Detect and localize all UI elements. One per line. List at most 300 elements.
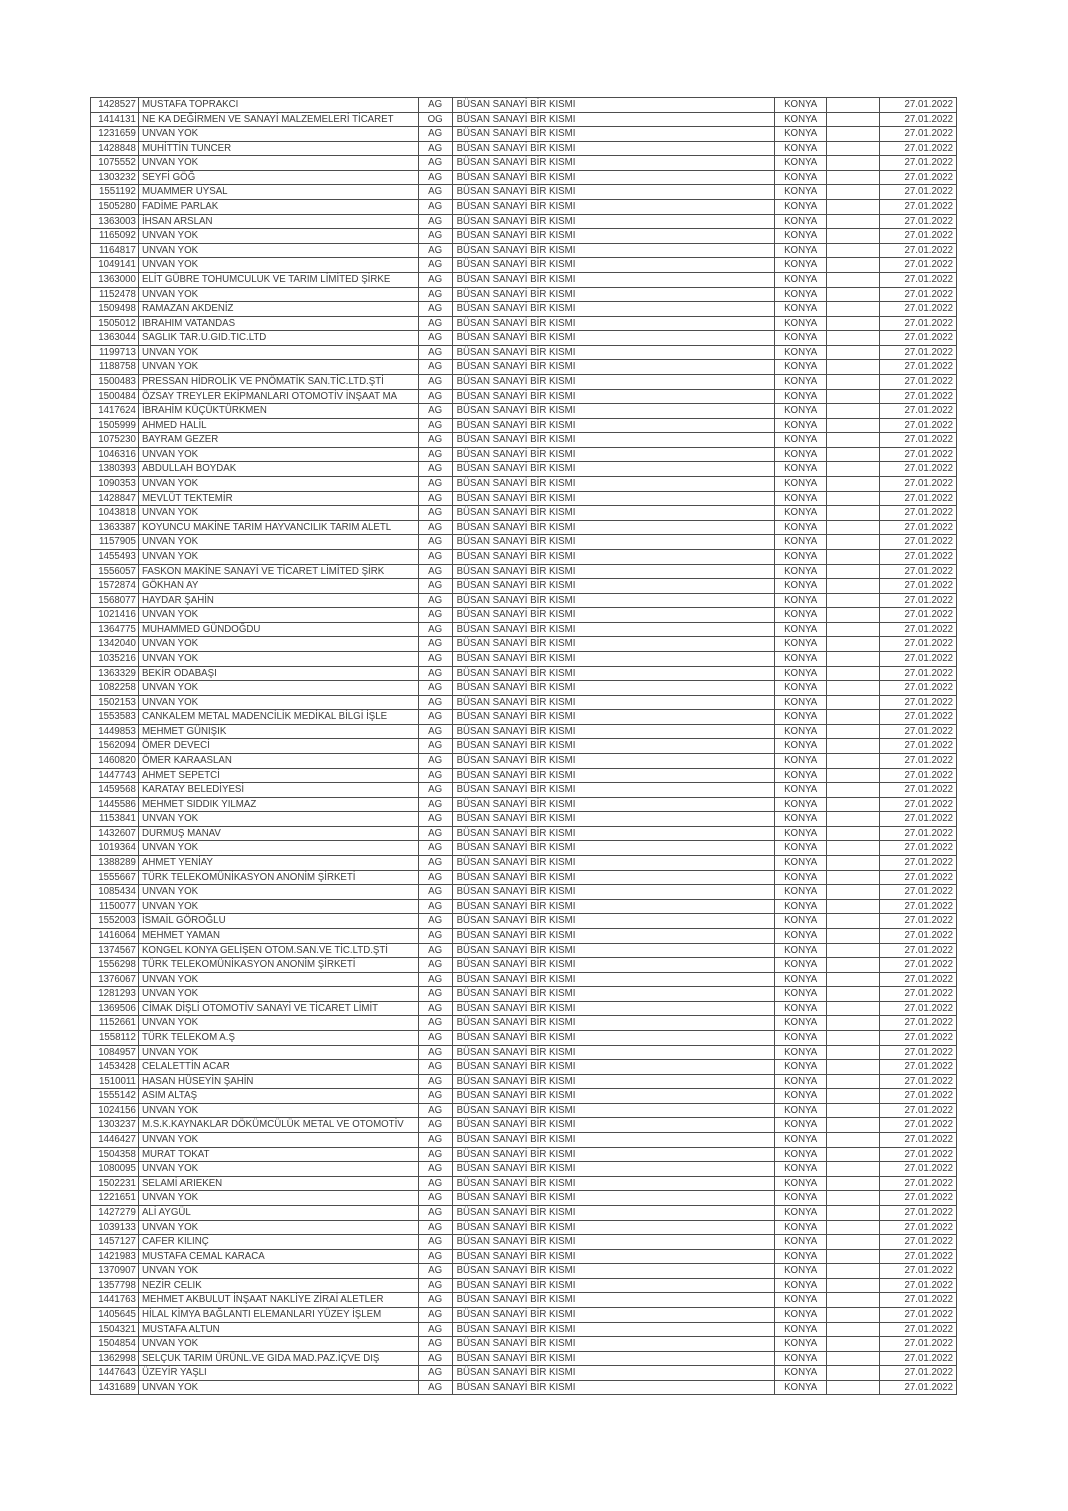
date-cell: 27.01.2022 — [880, 1308, 957, 1322]
blank-cell — [827, 506, 880, 520]
facility-cell: BÜSAN SANAYİ BİR KISMI — [453, 404, 776, 418]
blank-cell — [827, 550, 880, 564]
name-cell: ASIM ALTAŞ — [139, 1089, 419, 1103]
name-cell: UNVAN YOK — [139, 448, 419, 462]
date-cell: 27.01.2022 — [880, 1016, 957, 1030]
city-cell: KONYA — [775, 229, 827, 243]
blank-cell — [827, 652, 880, 666]
registration-no-cell: 1510011 — [91, 1075, 139, 1089]
name-cell: UNVAN YOK — [139, 637, 419, 651]
blank-cell — [827, 273, 880, 287]
voltage-code-cell: AG — [419, 754, 453, 768]
voltage-code-cell: AG — [419, 710, 453, 724]
date-cell: 27.01.2022 — [880, 1118, 957, 1132]
registration-no-cell: 1090353 — [91, 477, 139, 491]
voltage-code-cell: AG — [419, 1221, 453, 1235]
date-cell: 27.01.2022 — [880, 973, 957, 987]
blank-cell — [827, 944, 880, 958]
city-cell: KONYA — [775, 1133, 827, 1147]
name-cell: RAMAZAN AKDENİZ — [139, 302, 419, 316]
blank-cell — [827, 433, 880, 447]
registration-no-cell: 1446427 — [91, 1133, 139, 1147]
voltage-code-cell: AG — [419, 1031, 453, 1045]
registration-no-cell: 1460820 — [91, 754, 139, 768]
blank-cell — [827, 1191, 880, 1205]
name-cell: UNVAN YOK — [139, 973, 419, 987]
registration-no-cell: 1552003 — [91, 914, 139, 928]
registration-no-cell: 1374567 — [91, 944, 139, 958]
date-cell: 27.01.2022 — [880, 681, 957, 695]
city-cell: KONYA — [775, 637, 827, 651]
table-row — [91, 1133, 957, 1148]
date-cell: 27.01.2022 — [880, 1104, 957, 1118]
voltage-code-cell: AG — [419, 1191, 453, 1205]
registration-no-cell: 1363387 — [91, 521, 139, 535]
table-row — [91, 696, 957, 711]
date-cell: 27.01.2022 — [880, 492, 957, 506]
voltage-code-cell: AG — [419, 827, 453, 841]
table-row — [91, 346, 957, 361]
date-cell: 27.01.2022 — [880, 900, 957, 914]
registration-no-cell: 1024156 — [91, 1104, 139, 1118]
table-row — [91, 229, 957, 244]
voltage-code-cell: AG — [419, 1148, 453, 1162]
table-row — [91, 798, 957, 813]
facility-cell: BÜSAN SANAYİ BİR KISMI — [453, 1381, 776, 1395]
city-cell: KONYA — [775, 696, 827, 710]
blank-cell — [827, 1177, 880, 1191]
city-cell: KONYA — [775, 973, 827, 987]
facility-cell: BÜSAN SANAYİ BİR KISMI — [453, 579, 776, 593]
blank-cell — [827, 1031, 880, 1045]
name-cell: MUSTAFA ALTUN — [139, 1323, 419, 1337]
blank-cell — [827, 1206, 880, 1220]
facility-cell: BÜSAN SANAYİ BİR KISMI — [453, 1075, 776, 1089]
date-cell: 27.01.2022 — [880, 1206, 957, 1220]
date-cell: 27.01.2022 — [880, 1075, 957, 1089]
voltage-code-cell: AG — [419, 565, 453, 579]
name-cell: UNVAN YOK — [139, 506, 419, 520]
blank-cell — [827, 914, 880, 928]
name-cell: MEHMET SIDDIK YILMAZ — [139, 798, 419, 812]
voltage-code-cell: AG — [419, 360, 453, 374]
name-cell: KOYUNCU MAKİNE TARIM HAYVANCILIK TARIM ALETL — [139, 521, 419, 535]
blank-cell — [827, 1308, 880, 1322]
date-cell: 27.01.2022 — [880, 346, 957, 360]
name-cell: MUHAMMED GÜNDOĞDU — [139, 623, 419, 637]
registration-no-cell: 1556298 — [91, 958, 139, 972]
date-cell: 27.01.2022 — [880, 754, 957, 768]
date-cell: 27.01.2022 — [880, 623, 957, 637]
name-cell: BEKİR ODABAŞI — [139, 667, 419, 681]
table-row — [91, 448, 957, 463]
voltage-code-cell: AG — [419, 900, 453, 914]
blank-cell — [827, 637, 880, 651]
date-cell: 27.01.2022 — [880, 812, 957, 826]
name-cell: UNVAN YOK — [139, 1162, 419, 1176]
voltage-code-cell: AG — [419, 244, 453, 258]
date-cell: 27.01.2022 — [880, 987, 957, 1001]
blank-cell — [827, 171, 880, 185]
blank-cell — [827, 302, 880, 316]
blank-cell — [827, 1323, 880, 1337]
table-row — [91, 827, 957, 842]
voltage-code-cell: AG — [419, 958, 453, 972]
date-cell: 27.01.2022 — [880, 594, 957, 608]
table-row — [91, 608, 957, 623]
date-cell: 27.01.2022 — [880, 1133, 957, 1147]
name-cell: SELAMİ ARIEKEN — [139, 1177, 419, 1191]
registration-no-cell: 1509498 — [91, 302, 139, 316]
blank-cell — [827, 812, 880, 826]
date-cell: 27.01.2022 — [880, 652, 957, 666]
table-row — [91, 462, 957, 477]
registration-no-cell: 1428848 — [91, 142, 139, 156]
date-cell: 27.01.2022 — [880, 958, 957, 972]
table-row — [91, 1002, 957, 1017]
date-cell: 27.01.2022 — [880, 215, 957, 229]
date-cell: 27.01.2022 — [880, 696, 957, 710]
name-cell: UNVAN YOK — [139, 1381, 419, 1395]
name-cell: UNVAN YOK — [139, 346, 419, 360]
name-cell: HASAN HÜSEYİN ŞAHİN — [139, 1075, 419, 1089]
date-cell: 27.01.2022 — [880, 769, 957, 783]
voltage-code-cell: AG — [419, 594, 453, 608]
facility-cell: BÜSAN SANAYİ BİR KISMI — [453, 783, 776, 797]
city-cell: KONYA — [775, 1308, 827, 1322]
city-cell: KONYA — [775, 156, 827, 170]
blank-cell — [827, 929, 880, 943]
table-row — [91, 885, 957, 900]
table-row — [91, 535, 957, 550]
registration-no-cell: 1572874 — [91, 579, 139, 593]
name-cell: AHMED HALİL — [139, 419, 419, 433]
city-cell: KONYA — [775, 725, 827, 739]
registration-no-cell: 1369506 — [91, 1002, 139, 1016]
voltage-code-cell: AG — [419, 579, 453, 593]
name-cell: UNVAN YOK — [139, 1046, 419, 1060]
name-cell: ÖMER DEVECİ — [139, 739, 419, 753]
facility-cell: BÜSAN SANAYİ BİR KISMI — [453, 973, 776, 987]
table-row — [91, 1323, 957, 1338]
city-cell: KONYA — [775, 1366, 827, 1380]
voltage-code-cell: AG — [419, 652, 453, 666]
city-cell: KONYA — [775, 1016, 827, 1030]
name-cell: ALİ AYGÜL — [139, 1206, 419, 1220]
date-cell: 27.01.2022 — [880, 360, 957, 374]
name-cell: CANKALEM METAL MADENCİLİK MEDİKAL BİLGİ İŞLE — [139, 710, 419, 724]
date-cell: 27.01.2022 — [880, 244, 957, 258]
date-cell: 27.01.2022 — [880, 1293, 957, 1307]
name-cell: SEYFİ GÖĞ — [139, 171, 419, 185]
facility-cell: BÜSAN SANAYİ BİR KISMI — [453, 987, 776, 1001]
city-cell: KONYA — [775, 1162, 827, 1176]
registration-no-cell: 1380393 — [91, 462, 139, 476]
registration-no-cell: 1388289 — [91, 856, 139, 870]
name-cell: UNVAN YOK — [139, 900, 419, 914]
name-cell: UNVAN YOK — [139, 360, 419, 374]
name-cell: MEHMET YAMAN — [139, 929, 419, 943]
city-cell: KONYA — [775, 1046, 827, 1060]
city-cell: KONYA — [775, 1250, 827, 1264]
city-cell: KONYA — [775, 1148, 827, 1162]
facility-cell: BÜSAN SANAYİ BİR KISMI — [453, 1104, 776, 1118]
blank-cell — [827, 1075, 880, 1089]
blank-cell — [827, 390, 880, 404]
blank-cell — [827, 856, 880, 870]
table-row — [91, 1250, 957, 1265]
city-cell: KONYA — [775, 1323, 827, 1337]
city-cell: KONYA — [775, 1075, 827, 1089]
registry-table — [90, 97, 957, 1395]
voltage-code-cell: AG — [419, 331, 453, 345]
city-cell: KONYA — [775, 1002, 827, 1016]
voltage-code-cell: AG — [419, 623, 453, 637]
blank-cell — [827, 710, 880, 724]
blank-cell — [827, 200, 880, 214]
registration-no-cell: 1502153 — [91, 696, 139, 710]
table-row — [91, 623, 957, 638]
blank-cell — [827, 1016, 880, 1030]
name-cell: FADİME PARLAK — [139, 200, 419, 214]
date-cell: 27.01.2022 — [880, 156, 957, 170]
blank-cell — [827, 900, 880, 914]
date-cell: 27.01.2022 — [880, 1381, 957, 1395]
facility-cell: BÜSAN SANAYİ BİR KISMI — [453, 1206, 776, 1220]
facility-cell: BÜSAN SANAYİ BİR KISMI — [453, 1133, 776, 1147]
date-cell: 27.01.2022 — [880, 535, 957, 549]
blank-cell — [827, 331, 880, 345]
registration-no-cell: 1432607 — [91, 827, 139, 841]
table-row — [91, 215, 957, 230]
voltage-code-cell: AG — [419, 215, 453, 229]
table-row — [91, 433, 957, 448]
registration-no-cell: 1043818 — [91, 506, 139, 520]
name-cell: AHMET SEPETCİ — [139, 769, 419, 783]
city-cell: KONYA — [775, 987, 827, 1001]
table-row — [91, 667, 957, 682]
table-row — [91, 185, 957, 200]
facility-cell: BÜSAN SANAYİ BİR KISMI — [453, 1148, 776, 1162]
name-cell: İSMAİL GÖROĞLU — [139, 914, 419, 928]
date-cell: 27.01.2022 — [880, 637, 957, 651]
facility-cell: BÜSAN SANAYİ BİR KISMI — [453, 302, 776, 316]
facility-cell: BÜSAN SANAYİ BİR KISMI — [453, 1235, 776, 1249]
blank-cell — [827, 1104, 880, 1118]
date-cell: 27.01.2022 — [880, 1002, 957, 1016]
facility-cell: BÜSAN SANAYİ BİR KISMI — [453, 1293, 776, 1307]
name-cell: UNVAN YOK — [139, 696, 419, 710]
registration-no-cell: 1376067 — [91, 973, 139, 987]
name-cell: SELÇUK TARIM ÜRÜNL.VE GIDA MAD.PAZ.İÇVE DIŞ — [139, 1352, 419, 1366]
facility-cell: BÜSAN SANAYİ BİR KISMI — [453, 550, 776, 564]
facility-cell: BÜSAN SANAYİ BİR KISMI — [453, 1002, 776, 1016]
date-cell: 27.01.2022 — [880, 783, 957, 797]
name-cell: MEHMET AKBULUT İNŞAAT NAKLİYE ZİRAİ ALETLER — [139, 1293, 419, 1307]
table-row — [91, 900, 957, 915]
table-row — [91, 360, 957, 375]
name-cell: CELALETTİN ACAR — [139, 1060, 419, 1074]
registration-no-cell: 1152661 — [91, 1016, 139, 1030]
voltage-code-cell: AG — [419, 725, 453, 739]
date-cell: 27.01.2022 — [880, 171, 957, 185]
facility-cell: BÜSAN SANAYİ BİR KISMI — [453, 448, 776, 462]
voltage-code-cell: AG — [419, 273, 453, 287]
registration-no-cell: 1342040 — [91, 637, 139, 651]
city-cell: KONYA — [775, 390, 827, 404]
registration-no-cell: 1562094 — [91, 739, 139, 753]
city-cell: KONYA — [775, 113, 827, 127]
voltage-code-cell: AG — [419, 1177, 453, 1191]
date-cell: 27.01.2022 — [880, 1031, 957, 1045]
facility-cell: BÜSAN SANAYİ BİR KISMI — [453, 1366, 776, 1380]
facility-cell: BÜSAN SANAYİ BİR KISMI — [453, 929, 776, 943]
facility-cell: BÜSAN SANAYİ BİR KISMI — [453, 521, 776, 535]
facility-cell: BÜSAN SANAYİ BİR KISMI — [453, 623, 776, 637]
date-cell: 27.01.2022 — [880, 929, 957, 943]
name-cell: UNVAN YOK — [139, 229, 419, 243]
blank-cell — [827, 1089, 880, 1103]
name-cell: UNVAN YOK — [139, 812, 419, 826]
blank-cell — [827, 725, 880, 739]
name-cell: UNVAN YOK — [139, 127, 419, 141]
blank-cell — [827, 404, 880, 418]
date-cell: 27.01.2022 — [880, 229, 957, 243]
date-cell: 27.01.2022 — [880, 200, 957, 214]
name-cell: CAFER KILINÇ — [139, 1235, 419, 1249]
date-cell: 27.01.2022 — [880, 506, 957, 520]
table-row — [91, 492, 957, 507]
voltage-code-cell: AG — [419, 171, 453, 185]
voltage-code-cell: AG — [419, 637, 453, 651]
blank-cell — [827, 1264, 880, 1278]
city-cell: KONYA — [775, 127, 827, 141]
facility-cell: BÜSAN SANAYİ BİR KISMI — [453, 958, 776, 972]
facility-cell: BÜSAN SANAYİ BİR KISMI — [453, 477, 776, 491]
name-cell: UNVAN YOK — [139, 652, 419, 666]
voltage-code-cell: AG — [419, 608, 453, 622]
registration-no-cell: 1370907 — [91, 1264, 139, 1278]
voltage-code-cell: AG — [419, 929, 453, 943]
blank-cell — [827, 1279, 880, 1293]
city-cell: KONYA — [775, 914, 827, 928]
table-row — [91, 652, 957, 667]
registration-no-cell: 1447743 — [91, 769, 139, 783]
name-cell: İBRAHİM KÜÇÜKTÜRKMEN — [139, 404, 419, 418]
registration-no-cell: 1416064 — [91, 929, 139, 943]
blank-cell — [827, 477, 880, 491]
voltage-code-cell: AG — [419, 127, 453, 141]
registration-no-cell: 1504358 — [91, 1148, 139, 1162]
blank-cell — [827, 185, 880, 199]
date-cell: 27.01.2022 — [880, 317, 957, 331]
facility-cell: BÜSAN SANAYİ BİR KISMI — [453, 171, 776, 185]
date-cell: 27.01.2022 — [880, 404, 957, 418]
facility-cell: BÜSAN SANAYİ BİR KISMI — [453, 258, 776, 272]
voltage-code-cell: AG — [419, 1206, 453, 1220]
city-cell: KONYA — [775, 171, 827, 185]
voltage-code-cell: AG — [419, 1089, 453, 1103]
date-cell: 27.01.2022 — [880, 302, 957, 316]
facility-cell: BÜSAN SANAYİ BİR KISMI — [453, 215, 776, 229]
city-cell: KONYA — [775, 594, 827, 608]
blank-cell — [827, 535, 880, 549]
city-cell: KONYA — [775, 433, 827, 447]
voltage-code-cell: AG — [419, 535, 453, 549]
table-row — [91, 594, 957, 609]
blank-cell — [827, 288, 880, 302]
date-cell: 27.01.2022 — [880, 1250, 957, 1264]
registration-no-cell: 1555142 — [91, 1089, 139, 1103]
registration-no-cell: 1363000 — [91, 273, 139, 287]
table-row — [91, 331, 957, 346]
registration-no-cell: 1362998 — [91, 1352, 139, 1366]
blank-cell — [827, 346, 880, 360]
voltage-code-cell: AG — [419, 1060, 453, 1074]
blank-cell — [827, 871, 880, 885]
date-cell: 27.01.2022 — [880, 185, 957, 199]
name-cell: TÜRK TELEKOM A.Ş — [139, 1031, 419, 1045]
table-row — [91, 142, 957, 157]
table-row — [91, 812, 957, 827]
city-cell: KONYA — [775, 302, 827, 316]
city-cell: KONYA — [775, 448, 827, 462]
facility-cell: BÜSAN SANAYİ BİR KISMI — [453, 652, 776, 666]
table-row — [91, 1293, 957, 1308]
facility-cell: BÜSAN SANAYİ BİR KISMI — [453, 827, 776, 841]
registration-no-cell: 1500484 — [91, 390, 139, 404]
name-cell: SAGLIK TAR.U.GID.TIC.LTD — [139, 331, 419, 345]
name-cell: UNVAN YOK — [139, 1133, 419, 1147]
registration-no-cell: 1556057 — [91, 565, 139, 579]
registration-no-cell: 1553583 — [91, 710, 139, 724]
registration-no-cell: 1039133 — [91, 1221, 139, 1235]
city-cell: KONYA — [775, 739, 827, 753]
blank-cell — [827, 769, 880, 783]
city-cell: KONYA — [775, 841, 827, 855]
city-cell: KONYA — [775, 492, 827, 506]
date-cell: 27.01.2022 — [880, 914, 957, 928]
city-cell: KONYA — [775, 258, 827, 272]
blank-cell — [827, 215, 880, 229]
registration-no-cell: 1505280 — [91, 200, 139, 214]
facility-cell: BÜSAN SANAYİ BİR KISMI — [453, 1016, 776, 1030]
blank-cell — [827, 448, 880, 462]
blank-cell — [827, 973, 880, 987]
city-cell: KONYA — [775, 958, 827, 972]
blank-cell — [827, 1118, 880, 1132]
blank-cell — [827, 565, 880, 579]
facility-cell: BÜSAN SANAYİ BİR KISMI — [453, 1162, 776, 1176]
city-cell: KONYA — [775, 579, 827, 593]
name-cell: UNVAN YOK — [139, 1104, 419, 1118]
name-cell: UNVAN YOK — [139, 244, 419, 258]
name-cell: KARATAY BELEDİYESİ — [139, 783, 419, 797]
name-cell: UNVAN YOK — [139, 987, 419, 1001]
voltage-code-cell: AG — [419, 944, 453, 958]
city-cell: KONYA — [775, 1031, 827, 1045]
registration-no-cell: 1165092 — [91, 229, 139, 243]
registration-no-cell: 1303237 — [91, 1118, 139, 1132]
table-row — [91, 1060, 957, 1075]
name-cell: NE KA DEĞİRMEN VE SANAYİ MALZEMELERİ TİCARET — [139, 113, 419, 127]
voltage-code-cell: AG — [419, 1118, 453, 1132]
table-row — [91, 565, 957, 580]
facility-cell: BÜSAN SANAYİ BİR KISMI — [453, 462, 776, 476]
facility-cell: BÜSAN SANAYİ BİR KISMI — [453, 288, 776, 302]
registration-no-cell: 1459568 — [91, 783, 139, 797]
voltage-code-cell: AG — [419, 98, 453, 112]
